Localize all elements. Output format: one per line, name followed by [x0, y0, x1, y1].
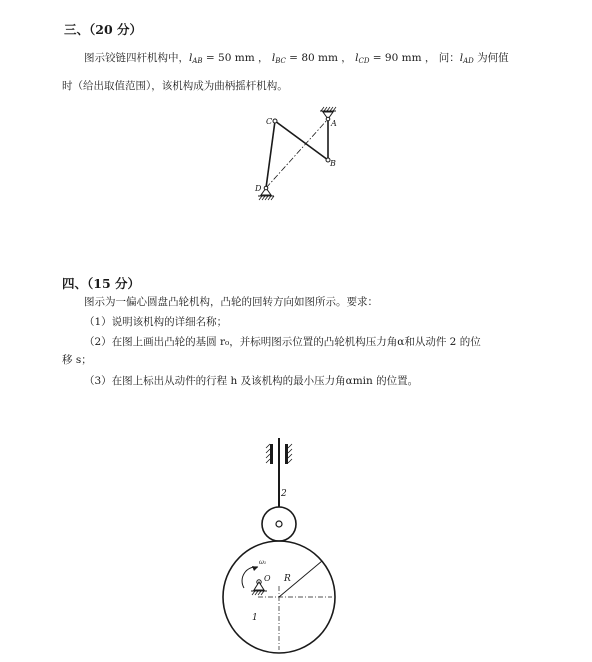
question-4-intro: 图示为一偏心圆盘凸轮机构，凸轮的回转方向如图所示。要求：	[84, 296, 378, 308]
question-3-line-2: 时（给出取值范围），该机构成为曲柄摇杆机构。	[62, 80, 288, 92]
label-d: D	[255, 184, 262, 193]
question-3-line-1	[84, 50, 509, 69]
question-3-heading: 三、（20 分）	[64, 22, 142, 37]
bc-subscript: BC	[275, 57, 286, 65]
l-ab-symbol: l	[189, 52, 193, 64]
l-cd-symbol: l	[355, 52, 359, 64]
question-4-item-2-cont: 移 s；	[62, 354, 92, 366]
link-cb	[275, 121, 328, 160]
l-ab-value: = 50 mm ，	[202, 52, 269, 64]
question-4-item-2: （2）在图上画出凸轮的基圆 r₀，并标明图示位置的凸轮机构压力角α和从动件 2 的位	[84, 336, 481, 348]
question-4-heading: 四、（15 分）	[62, 276, 140, 291]
l-bc-value: = 80 mm ，	[285, 52, 352, 64]
ab-subscript: AB	[192, 57, 203, 65]
l-cd-value: = 90 mm ， 问：	[369, 52, 460, 64]
joint-c	[273, 119, 277, 123]
label-r: R	[284, 574, 291, 584]
label-b: B	[330, 159, 336, 168]
four-bar-linkage-diagram	[244, 104, 354, 210]
link-cd	[266, 121, 275, 188]
l-bc-symbol: l	[271, 52, 276, 64]
question-4-item-1: （1）说明该机构的详细名称；	[84, 316, 228, 328]
label-follower-2: 2	[281, 489, 287, 499]
rotation-arrow	[242, 567, 258, 588]
cd-subscript: CD	[358, 57, 370, 65]
roller-pin	[276, 521, 282, 527]
ad-subscript: AD	[463, 57, 474, 65]
label-omega: ω₁	[259, 559, 267, 566]
eccentric-cam-diagram	[214, 436, 344, 656]
l-ad-symbol: l	[459, 52, 464, 64]
q3-text-start: 图示铰链四杆机构中，	[84, 52, 189, 64]
label-c: C	[266, 117, 273, 126]
question-4-item-3: （3）在图上标出从动件的行程 h 及该机构的最小压力角αmin 的位置。	[84, 375, 419, 387]
label-cam-1: 1	[252, 613, 258, 623]
q3-text-end: 为何值	[473, 52, 509, 64]
label-a: A	[331, 119, 337, 128]
label-o: O	[264, 574, 271, 583]
